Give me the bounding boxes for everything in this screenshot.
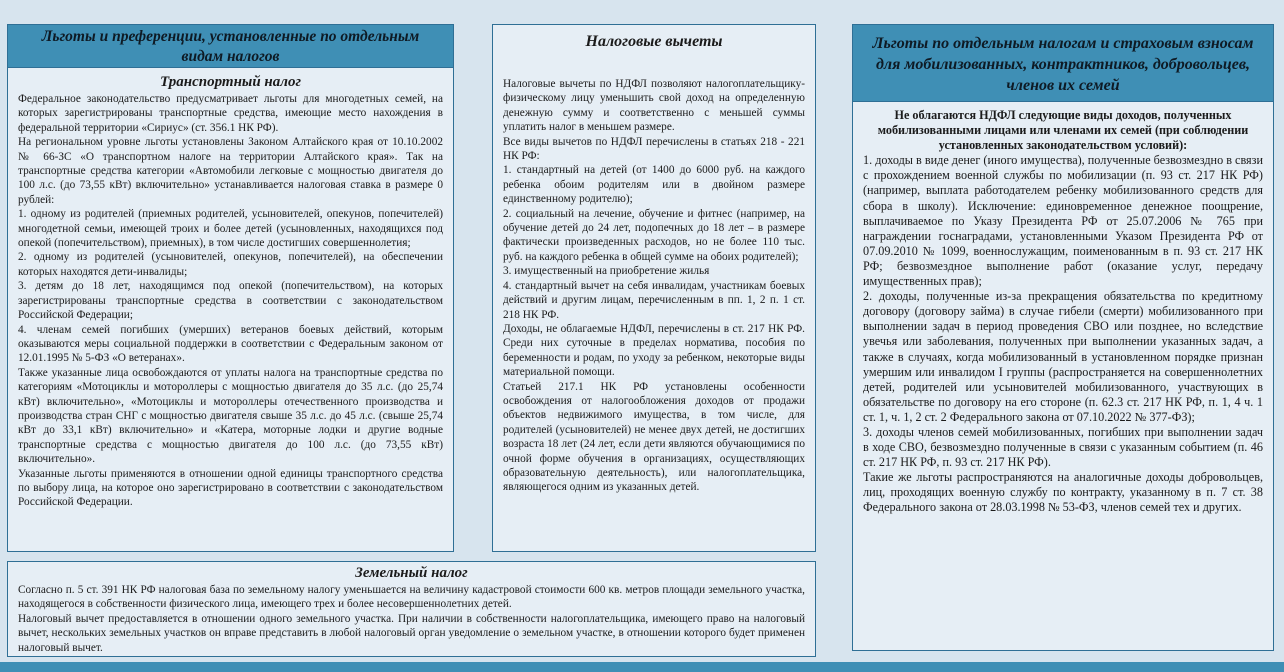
- land-tax-panel: [7, 561, 816, 657]
- tax-deductions-heading: Налоговые вычеты: [585, 33, 723, 50]
- tax-deductions-text: [493, 51, 815, 495]
- list-item: 4. членам семей погибших (умерших) ветеранов боевых действий, которым оказываются меры социальной поддержки в соответствии с Федеральным законом от 12.01.1995 № 5-ФЗ «О ветеранах».: [18, 323, 443, 365]
- transport-tax-heading: Транспортный налог: [160, 74, 301, 90]
- left-panel-title: Льготы и преференции, установленные по отдельным видам налогов: [8, 25, 453, 68]
- list-item: 3. детям до 18 лет, находящимся под опекой (попечительством), на которых зарегистрированы транспортные средства в соответствии с законодательством Российской Федерации;: [18, 280, 443, 322]
- mobilized-benefits-text: [853, 102, 1273, 516]
- paragraph: Налоговый вычет предоставляется в отношении одного земельного участка. При наличии в собственности налогоплательщика, имеющего право на налоговый вычет, нескольких земельных участков он вправе представить в любой налоговый орган уведомление о земельном участке, в отношении которого будет применен налоговый вычет.: [18, 612, 805, 654]
- mobilized-benefits-panel: [852, 24, 1274, 651]
- list-item: 3. доходы членов семей мобилизованных, погибших при выполнении задач в ходе СВО, безвозмездно полученные в связи с указанным событием (п. 46 ст. 217 НК РФ, п. 93 ст. 217 НК РФ).: [863, 424, 1263, 470]
- paragraph: Доходы, не облагаемые НДФЛ, перечислены в ст. 217 НК РФ. Среди них суточные в пределах норматива, пособия по беременности и родам, по уходу за ребенком, некоторые виды материальной помощи.: [503, 322, 805, 379]
- paragraph: Согласно п. 5 ст. 391 НК РФ налоговая база по земельному налогу уменьшается на величину кадастровой стоимости 600 кв. метров площади земельного участка, находящегося в собственности физического лица, имеющего трех и более несовершеннолетних детей.: [18, 584, 805, 611]
- paragraph: Все виды вычетов по НДФЛ перечислены в статьях 218 - 221 НК РФ:: [503, 135, 805, 163]
- list-item: 2. одному из родителей (усыновителей, опекунов, попечителей), на обеспечении которых находятся дети-инвалиды;: [18, 251, 443, 278]
- list-item: 1. одному из родителей (приемных родителей, усыновителей, опекунов, попечителей) многодетной семьи, имеющей троих и более детей (усыновленных, находящихся под опекой (попечительством), приемных), в том числе достигших совершеннолетия;: [18, 208, 443, 250]
- lead-text: Не облагаются НДФЛ следующие виды доходов, полученных мобилизованными лицами или членами их семей (при соблюдении установленных законодательством условий):: [877, 108, 1249, 153]
- list-item: 2. доходы, полученные из-за прекращения обязательства по кредитному договору (договору займа) в случае гибели (смерти) мобилизованного при выполнении задач в период проведения СВО или позднее, но вследствие увечья или заболевания, полученных при выполнении указанных задач, а также в случаях, когда мобилизованный в установленном порядке признан умершим или инвалидом I группы (распространяется на совершеннолетних детей, родителей или усыновителей мобилизованного, участвующих в обязательстве по договору на его стороне (п. 62.3 ст. 217 НК РФ, п. 1, 4 ч. 1 ст. 1, ч. 1, 2 ст. 2 Федерального закона от 07.10.2022 № 377-ФЗ);: [863, 289, 1263, 424]
- list-item: 1. стандартный на детей (от 1400 до 6000 руб. на каждого ребенка обоим родителям или в двойном размере единственному родителю);: [503, 164, 805, 206]
- transport-tax-panel: [7, 24, 454, 552]
- list-item: 2. социальный на лечение, обучение и фитнес (например, на обучение детей до 24 лет, подопечных до 18 лет – в размере фактически произведенных расходов, но не более 110 тыс. руб. на каждого ребенка в общей сумме на обоих родителей);: [503, 207, 805, 263]
- paragraph: Налоговые вычеты по НДФЛ позволяют налогоплательщику-физическому лицу уменьшить свой доход на определенную денежную сумму и соответственно с меньшей суммы уплатить налог в меньшем размере.: [503, 78, 805, 134]
- paragraph: Указанные льготы применяются в отношении одной единицы транспортного средства по выбору лица, на которое оно зарегистрировано в соответствии с законодательством Российской Федерации.: [18, 467, 443, 509]
- paragraph: Такие же льготы распространяются на аналогичные доходы добровольцев, лиц, проходящих военную службу по контракту, указанному в п. 7 ст. 38 Федерального закона от 28.03.1998 № 53-ФЗ, членов семей тех и других.: [863, 470, 1263, 515]
- list-item: 3. имущественный на приобретение жилья: [503, 265, 710, 278]
- list-item: 1. доходы в виде денег (иного имущества), полученные безвозмездно в связи с прохождением военной службы по мобилизации (п. 93 ст. 217 НК РФ) (например, выплата работодателем ребенку мобилизованного средств для сбора в школу). Исключение: единовременное денежное поощрение, выплачиваемое по Указу Президента РФ от 25.07.2006 № 765 при награждении госнаградами, установленными Указом Президента РФ от 07.09.2010 № 1099, военнослужащим, поименованным в п. 93 ст. 217 НК РФ; безвозмездное выполнение работ (оказание услуг, передачу имущественных прав);: [863, 153, 1263, 289]
- paragraph: Статьей 217.1 НК РФ установлены особенности освобождения от налогообложения доходов от продажи объектов недвижимого имущества, в том числе, для родителей (усыновителей) не менее двух детей, не достигших возраста 18 лет (24 лет, если дети являются обучающимися по очной форме обучения в организациях, осуществляющих образовательную деятельность), или налогоплательщика, являющегося одним из указанных детей.: [503, 380, 805, 494]
- list-item: 4. стандартный вычет на себя инвалидам, участникам боевых действий и другим лицам, перечисленным в пп. 1, 2 п. 1 ст. 218 НК РФ.: [503, 279, 805, 321]
- bottom-bar: [0, 662, 1284, 672]
- tax-deductions-panel: [492, 24, 816, 552]
- paragraph: На региональном уровне льготы установлены Законом Алтайского края от 10.10.2002 № 66-ЗС «О транспортном налоге на территории Алтайского края». Так на транспортные средства категории «Автомобили легковые с мощностью двигателя до 100 л.с. (до 73,55 кВт) включительно» устанавливается налоговая ставка в размере 0 рублей:: [18, 136, 443, 206]
- land-tax-text: [8, 582, 815, 655]
- paragraph: Федеральное законодательство предусматривает льготы для многодетных семей, на которых зарегистрированы транспортные средства, имеющие место нахождения в федеральной территории «Сириус» (ст. 356.1 НК РФ).: [18, 93, 443, 134]
- paragraph: Также указанные лица освобождаются от уплаты налога на транспортные средства по категориям «Мотоциклы и мотороллеры с мощностью двигателя до 35 л.с. (до 25,74 кВт) включительно», «Мотоциклы и мотороллеры отечественного производства и производства стран СНГ с мощностью двигателя свыше 35 л.с. до 45 л.с. (свыше 25,74 кВт до 33,1 кВт) включительно» и «Катера, моторные лодки и другие водные транспортные средства с мощностью двигателя до 100 л.с. (до 73,55 кВт) включительно».: [18, 366, 443, 466]
- transport-tax-text: [8, 91, 453, 510]
- right-panel-title: Льготы по отдельным налогам и страховым взносам для мобилизованных, контрактников, добровольцев, членов их семей: [853, 25, 1273, 102]
- land-tax-heading: Земельный налог: [355, 565, 468, 581]
